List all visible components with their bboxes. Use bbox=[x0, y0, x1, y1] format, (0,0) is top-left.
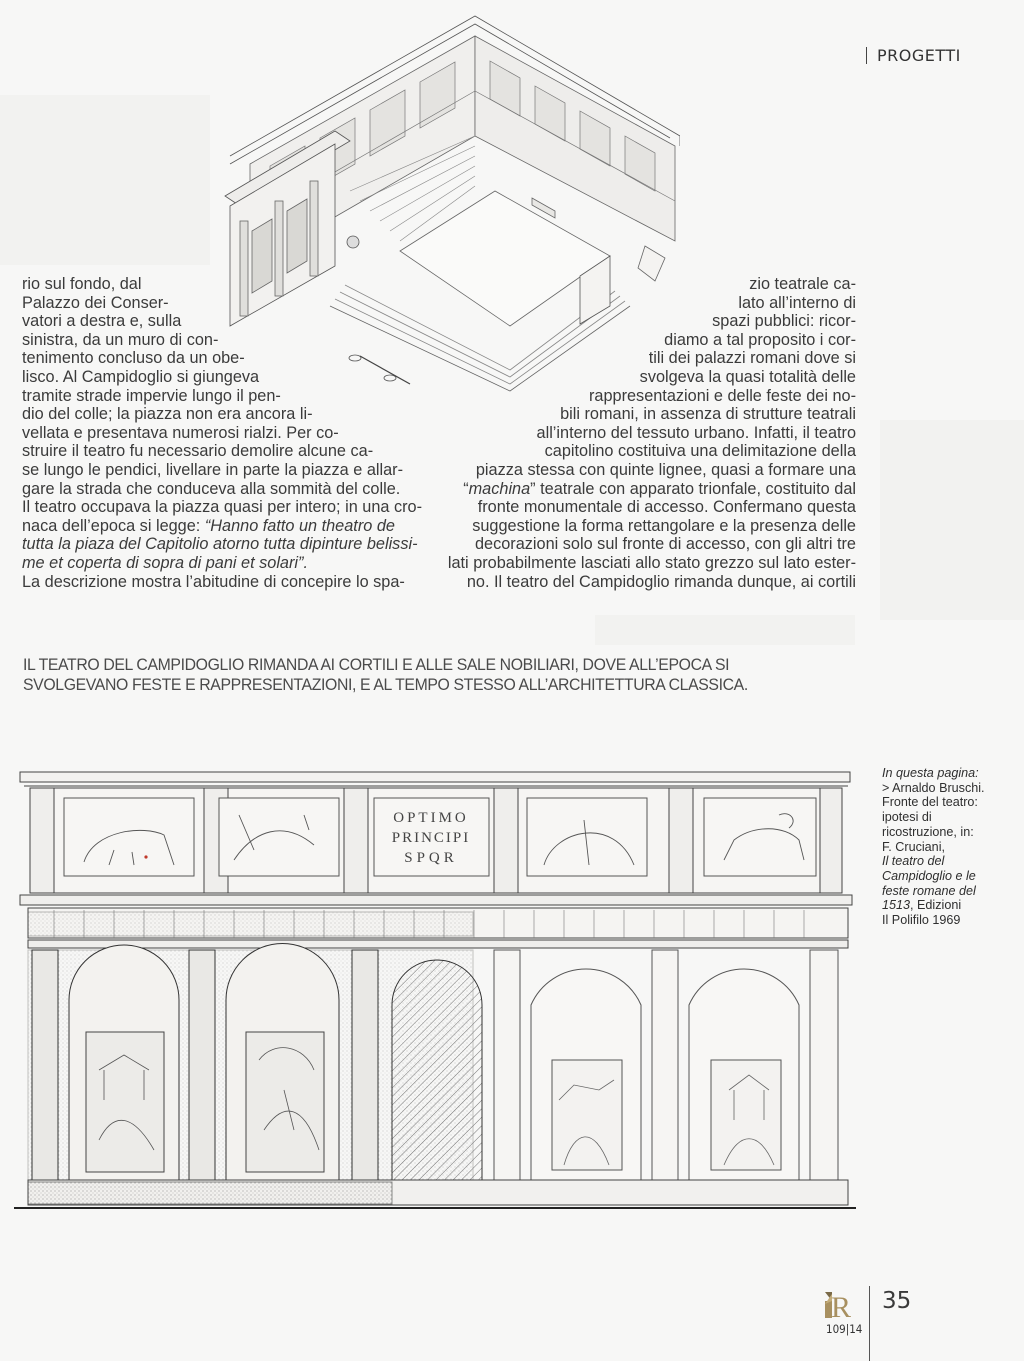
body-line: diamo a tal proposito i cor- bbox=[664, 330, 856, 349]
body-line: dio del colle; la piazza non era ancora li- bbox=[22, 405, 313, 424]
body-line: zio teatrale ca- bbox=[749, 275, 856, 293]
caption-year: 1513 bbox=[882, 898, 911, 913]
caption-line: ipotesi di bbox=[882, 810, 932, 825]
body-line: no. Il teatro del Campidoglio rimanda dunque, ai cortili bbox=[466, 572, 856, 591]
caption-line: In questa pagina: bbox=[882, 766, 979, 780]
section-label: PROGETTI bbox=[877, 46, 961, 65]
caption-publisher: , Edizioni bbox=[910, 898, 962, 913]
body-line: svolgeva la quasi totalità delle bbox=[639, 367, 856, 386]
header-divider bbox=[866, 47, 867, 64]
body-line: Il teatro occupava la piazza quasi per intero; in una cro- bbox=[22, 498, 423, 517]
caption-line: Il Polifilo 1969 bbox=[882, 913, 961, 928]
pull-quote bbox=[23, 655, 795, 695]
pull-quote-line: SVOLGEVANO FESTE E RAPPRESENTAZIONI, E AL TEMPO STESSO ALL’ARCHITETTURA CLASSICA. bbox=[23, 675, 748, 694]
inscription-line-1: OPTIMO bbox=[393, 810, 469, 826]
body-line: La descrizione mostra l’abitudine di concepire lo spa- bbox=[22, 572, 405, 591]
caption-line: Fronte del teatro: bbox=[882, 795, 978, 810]
body-line: all’interno del tessuto urbano. Infatti, il teatro bbox=[536, 423, 856, 442]
body-column-left bbox=[22, 275, 422, 591]
inscription-line-2: PRINCIPI bbox=[391, 830, 471, 846]
machina-term: machina bbox=[468, 479, 531, 498]
body-column-right bbox=[448, 275, 856, 591]
body-line: lato all’interno di bbox=[738, 293, 856, 312]
body-line: fronte monumentale di accesso. Confermano questa bbox=[477, 498, 856, 517]
body-line: gare la strada che conduceva alla sommità del colle. bbox=[22, 479, 401, 498]
caption-line: F. Cruciani, bbox=[882, 839, 945, 854]
caption-line: > Arnaldo Bruschi. bbox=[882, 780, 985, 795]
body-line: sinistra, da un muro di con- bbox=[22, 330, 219, 349]
body-text: ” teatrale con apparato trionfale, costituito dal bbox=[530, 479, 856, 498]
body-line: lisco. Al Campidoglio si giungeva bbox=[22, 367, 260, 386]
elevation-drawing bbox=[14, 770, 856, 1220]
body-line: vatori a destra e, sulla bbox=[22, 312, 182, 331]
caption-line: ricostruzione, in: bbox=[882, 824, 974, 839]
body-line: suggestione la forma rettangolare e la presenza delle bbox=[472, 516, 856, 535]
logo-letter: R bbox=[831, 1291, 852, 1324]
chronicle-quote-line: me et coperta di sopra di pani et solari”. bbox=[22, 553, 308, 572]
body-line: tenimento concluso da un obe- bbox=[22, 349, 245, 368]
caption-line: feste romane del bbox=[882, 883, 976, 898]
quote-mark: “ bbox=[463, 479, 469, 498]
body-line-with-quote bbox=[22, 517, 422, 536]
issue-number: 109|14 bbox=[826, 1322, 863, 1336]
caption-line bbox=[882, 898, 1022, 913]
body-line: spazi pubblici: ricor- bbox=[712, 312, 856, 331]
page-number: 35 bbox=[882, 1288, 912, 1314]
body-line: struire il teatro fu necessario demolire alcune ca- bbox=[22, 442, 374, 461]
body-line: decorazioni solo sul fronte di accesso, con gli altri tre bbox=[475, 535, 856, 554]
show-through-shadow bbox=[595, 615, 855, 645]
body-line: vellata e presentava numerosi rialzi. Per co- bbox=[22, 423, 339, 442]
chronicle-quote-line: tutta la piaza del Capitolio atorno tutta dipinture belissi- bbox=[22, 535, 418, 554]
show-through-shadow bbox=[880, 420, 1024, 620]
body-line: piazza stessa con quinte lignee, quasi a formare una bbox=[475, 460, 856, 479]
caption-line: Il teatro del bbox=[882, 854, 945, 869]
footer-divider bbox=[869, 1286, 870, 1361]
inscription-line-3: SPQR bbox=[404, 850, 458, 866]
body-line: lati probabilmente lasciati allo stato grezzo sul lato ester- bbox=[447, 553, 856, 572]
chronicle-quote: “Hanno fatto un theatro de bbox=[204, 516, 395, 535]
body-line: bili romani, in assenza di strutture teatrali bbox=[560, 405, 856, 424]
body-line: tili dei palazzi romani dove si bbox=[648, 349, 856, 368]
show-through-shadow bbox=[0, 95, 210, 265]
body-line-with-term bbox=[448, 480, 856, 499]
caption-line: Campidoglio e le bbox=[882, 868, 976, 883]
body-line: se lungo le pendici, livellare in parte la piazza e allar- bbox=[22, 460, 404, 479]
section-header bbox=[866, 46, 961, 65]
body-line: rio sul fondo, dal bbox=[22, 275, 142, 293]
body-line: rappresentazioni e delle feste dei no- bbox=[588, 386, 856, 405]
body-text: naca dell’epoca si legge: bbox=[22, 516, 205, 535]
figure-caption bbox=[882, 766, 1022, 928]
body-line: capitolino costituiva una delimitazione della bbox=[544, 442, 856, 461]
pull-quote-line: IL TEATRO DEL CAMPIDOGLIO RIMANDA AI CORTILI E ALLE SALE NOBILIARI, DOVE ALL’EPOCA SI bbox=[23, 655, 730, 674]
body-line: tramite strade impervie lungo il pen- bbox=[22, 386, 281, 405]
body-line: Palazzo dei Conser- bbox=[22, 293, 169, 312]
